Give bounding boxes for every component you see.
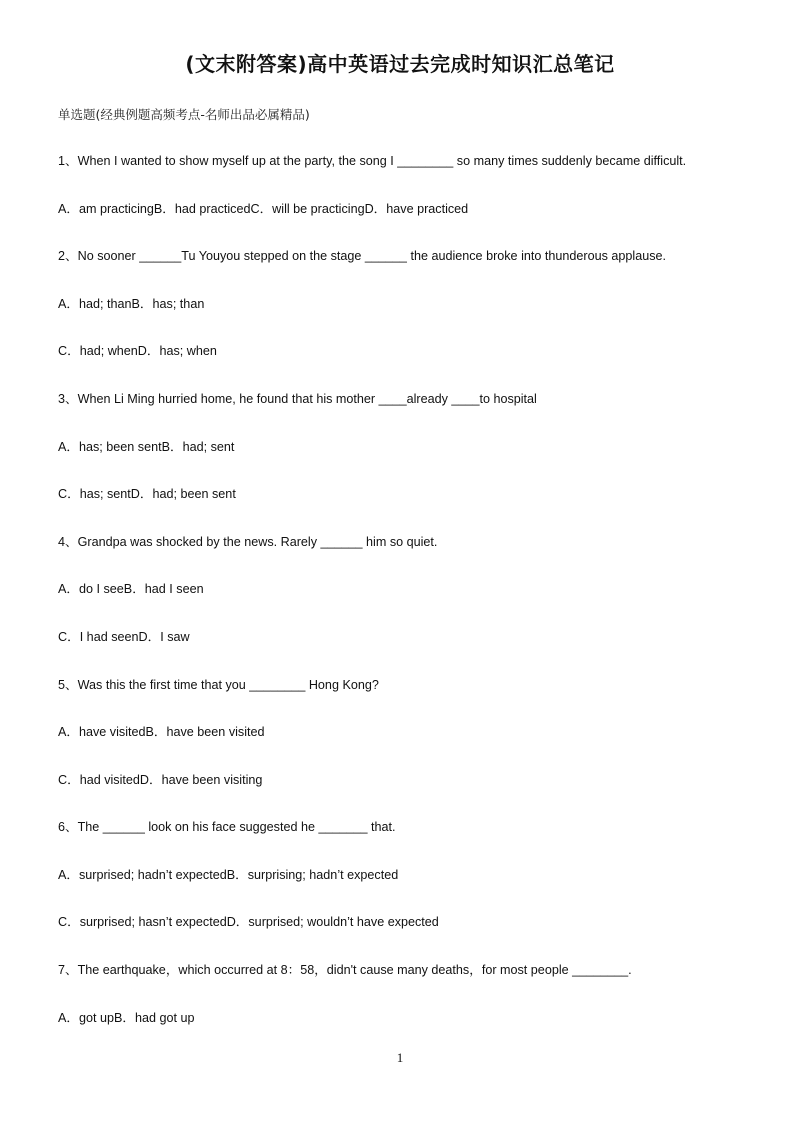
question-3-options-cd: C．has; sentD．had; been sent xyxy=(58,487,236,501)
section-label: 单选题(经典例题高频考点-名师出品必属精品) xyxy=(58,107,310,122)
question-1: 1、When I wanted to show myself up at the party, the song I ________ so many times suddenly became difficult. xyxy=(58,154,687,168)
question-6-options-ab: A．surprised; hadn’t expectedB．surprising; hadn’t expected xyxy=(58,868,399,882)
question-2: 2、No sooner ______Tu Youyou stepped on the stage ______ the audience broke into thunderous applause. xyxy=(58,249,667,263)
question-4-options-ab: A．do I seeB．had I seen xyxy=(58,582,204,596)
question-5: 5、Was this the first time that you ________ Hong Kong? xyxy=(58,678,379,692)
question-2-options-cd: C．had; whenD．has; when xyxy=(58,344,217,358)
question-7-options-ab: A．got upB．had got up xyxy=(58,1011,195,1025)
question-6: 6、The ______ look on his face suggested he _______ that. xyxy=(58,820,396,834)
question-5-options-cd: C．had visitedD．have been visiting xyxy=(58,773,263,787)
question-1-options: A．am practicingB．had practicedC．will be practicingD．have practiced xyxy=(58,202,469,216)
question-6-options-cd: C．surprised; hasn’t expectedD．surprised; wouldn’t have expected xyxy=(58,915,439,929)
question-4: 4、Grandpa was shocked by the news. Rarely ______ him so quiet. xyxy=(58,535,438,549)
page-title: (文末附答案)高中英语过去完成时知识汇总笔记 xyxy=(185,52,615,76)
question-2-options-ab: A．had; thanB．has; than xyxy=(58,297,205,311)
question-7: 7、The earthquake，which occurred at 8：58，didn't cause many deaths，for most people ________. xyxy=(58,963,632,977)
question-4-options-cd: C．I had seenD．I saw xyxy=(58,630,190,644)
question-3: 3、When Li Ming hurried home, he found that his mother ____already ____to hospital xyxy=(58,392,537,406)
question-3-options-ab: A．has; been sentB．had; sent xyxy=(58,440,235,454)
question-5-options-ab: A．have visitedB．have been visited xyxy=(58,725,265,739)
page-number: 1 xyxy=(396,1050,404,1065)
